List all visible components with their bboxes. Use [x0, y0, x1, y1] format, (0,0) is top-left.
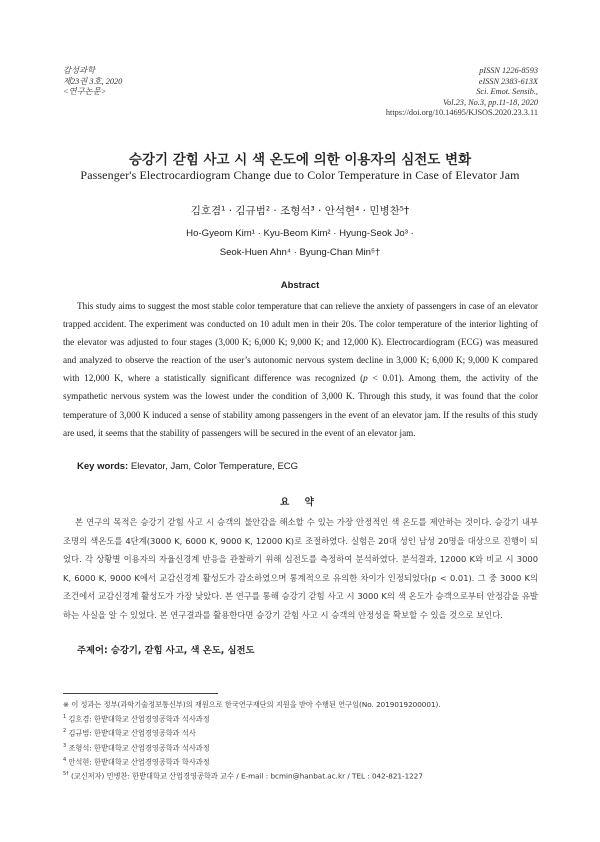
abstract-heading: Abstract	[280, 280, 320, 291]
footnote-author-4: $^4$ 안석현: 한밭대학교 산업경영공학과 학사과정	[63, 756, 210, 767]
footnote-divider	[63, 693, 218, 694]
footnote-author-3: $^3$ 조형석: 한밭대학교 산업경영공학과 석사과정	[63, 742, 210, 752]
authors-english	[0, 224, 600, 262]
footnotes	[63, 700, 543, 785]
journal-header-left	[63, 66, 122, 98]
journal-name-ko: 감성과학	[63, 66, 96, 75]
p-symbol: p	[363, 373, 368, 384]
abstract-text-part1: This study aims to suggest the most stable color temperature that can relieve the anxiety of passengers in case of an elevator trapped accident. The experiment was conducted on 10 adult men in their 20s. The color temperature of the interior lighting of the elevator was adjusted to four stages (3,000 K; 6,000 K; 9,000 K; and 12,000 K). Electrocardiogram (ECG) was measured and analyzed to observe the reaction of the user’s autonomic nervous system decline in 3,000 K; 6,000 K; 9,000 K compared with 12,000 K, where a statistically significant difference was recognized (	[63, 301, 538, 384]
doi-link[interactable]: https://doi.org/10.14695/KJSOS.2020.23.3.11	[385, 108, 538, 118]
title-korean: 승강기 갇힘 사고 시 색 온도에 의한 이용자의 심전도 변화	[128, 152, 472, 168]
authors-english-line1: Ho-Gyeom Kim¹ · Kyu-Beom Kim² · Hyung-Seok Jo³ ·	[186, 228, 414, 239]
journal-header-right	[386, 66, 538, 119]
keywords-ko: 주제어: 승강기, 갇힘 사고, 색 온도, 심전도	[77, 645, 255, 656]
abstract-text-part2: < 0.01). Among them, the activity of the sympathetic nervous system was the lowest under the condition of 3,000 K. Through this study, it was found that the color temperature of 3,000 K induced a sense of stability among passengers in the event of an elevator jam. If the results of this study are used, it seems that the stability of passengers will be secured in the event of an elevator jam.	[63, 373, 538, 438]
abstract-body	[63, 297, 538, 442]
journal-name-en: Sci. Emot. Sensib.,	[476, 87, 538, 97]
eissn: eISSN 2383-613X	[478, 76, 538, 86]
footnote-author-2: $^2$ 김규범: 한밭대학교 산업경영공학과 석사	[63, 728, 196, 738]
authors-korean: 김호겸¹ · 김규범² · 조형석³ · 안석현⁴ · 민병찬⁵†	[190, 205, 410, 217]
journal-volume-ko: 제23권 3호, 2020	[63, 76, 123, 86]
footnote-funding: ※ 이 성과는 정부(과학기술정보통신부)의 재원으로 한국연구재단의 지원을 받아 수행된 연구임(No. 2019019200001).	[63, 700, 441, 709]
keywords	[77, 461, 298, 472]
volume-pages: Vol.23, No.3, pp.11-18, 2020	[442, 97, 538, 107]
pissn: pISSN 1226-8593	[479, 66, 538, 75]
footnote-corresponding: $^{5\dagger}$ (교신저자) 민병찬: 한밭대학교 산업경영공학과 교수 / E-mail : bcmin@hanbat.ac.kr / TEL : 042-821-1227	[63, 770, 423, 781]
summary-ko-heading: 요 약	[280, 497, 320, 508]
keywords-text: Elevator, Jam, Color Temperature, ECG	[130, 461, 299, 472]
authors-english-line2: Seok-Huen Ahn⁴ · Byung-Chan Min⁵†	[219, 247, 381, 258]
article-type: <연구논문>	[63, 87, 107, 97]
keywords-label: Key words:	[77, 461, 129, 472]
footnote-author-1: $^1$ 김호겸: 한밭대학교 산업경영공학과 석사과정	[63, 714, 210, 724]
title-english: Passenger's Electrocardiogram Change due to Color Temperature in Case of Elevator Jam	[80, 168, 520, 182]
summary-ko-body: 본 연구의 목적은 승강기 갇힘 사고 시 승객의 불안감을 해소할 수 있는 가장 안정적인 색 온도를 제안하는 것이다. 승강기 내부 조명의 색온도를 4단계(3000 K, 6000 K, 9000 K, 12000 K)로 조절하였다. 실험은 20대 성인 남성 20명을 대상으로 진행이 되었다. 각 상황별 이용자의 자율신경계 반응을 관찰하기 위해 심전도를 측정하여 분석하였다. 분석결과, 12000 K와 비교 시 3000 K, 6000 K, 9000 K에서 교감신경계 활성도가 감소하였으며 통계적으로 유의한 차이가 인정되었다(p < 0.01). 그 중 3000 K의 조건에서 교감신경계 활성도가 가장 낮았다. 본 연구를 통해 승강기 갇힘 사고 시 3000 K의 색 온도가 승객으로부터 안정감을 유발하는 사실을 알 수 있었다. 본 연구결과를 활용한다면 승강기 갇힘 사고 시 승객의 안정성을 확보할 수 있을 것으로 보인다.	[63, 517, 538, 620]
